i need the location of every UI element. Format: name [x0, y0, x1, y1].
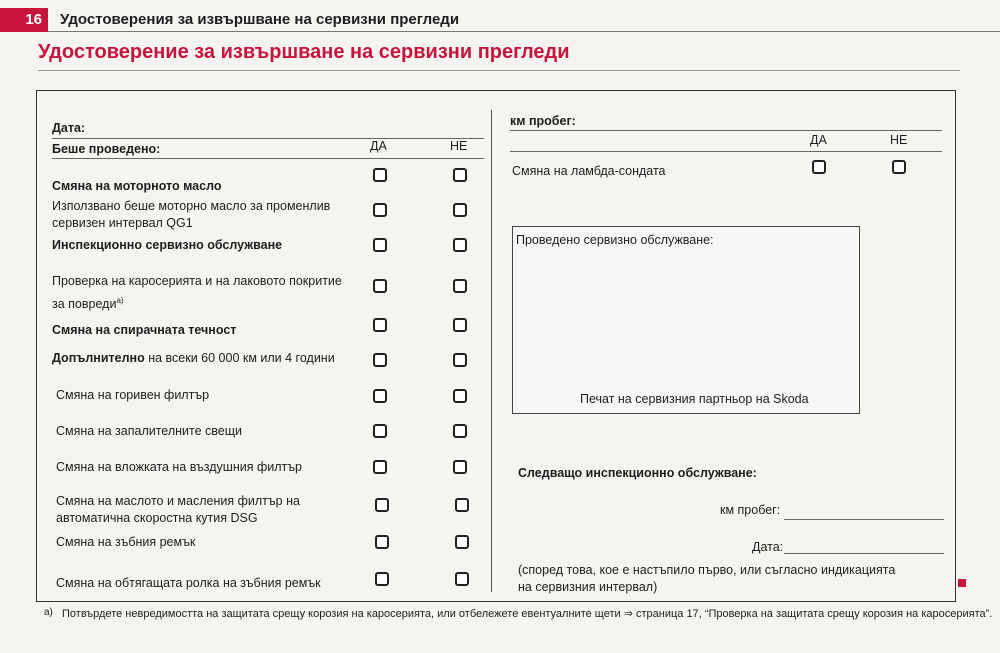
running-header: Удостоверения за извършване на сервизни прегледи — [60, 11, 460, 28]
no-checkbox[interactable] — [453, 460, 467, 474]
item-air-filter: Смяна на вложката на въздушния филтър — [56, 460, 303, 474]
yes-checkbox[interactable] — [375, 498, 389, 512]
title-rule — [38, 70, 960, 71]
item-brake-fluid: Смяна на спирачната течност — [52, 323, 237, 337]
next-km-line[interactable] — [784, 519, 944, 520]
item-spark-plugs: Смяна на запалителните свещи — [56, 424, 243, 438]
next-date-label: Дата: — [752, 540, 784, 554]
right-yes-header: ДА — [810, 133, 827, 147]
footnote-marker: a) — [44, 607, 53, 618]
item-tensioner: Смяна на обтягащата ролка на зъбния ремък — [56, 576, 321, 590]
yes-checkbox[interactable] — [373, 279, 387, 293]
item-dsg-oil: Смяна на маслото и масления филтър на автоматична скоростна кутия DSG — [56, 494, 300, 525]
yes-checkbox[interactable] — [373, 424, 387, 438]
yes-checkbox[interactable] — [373, 353, 387, 367]
no-checkbox[interactable] — [453, 318, 467, 332]
item-inspection: Инспекционно сервизно обслужване — [52, 238, 283, 252]
yes-checkbox[interactable] — [373, 168, 387, 182]
yes-checkbox[interactable] — [812, 160, 826, 174]
right-no-header: НЕ — [890, 133, 908, 147]
stamp-box — [512, 226, 860, 414]
no-checkbox[interactable] — [892, 160, 906, 174]
footnote-text: Потвърдете невредимостта на защитата срещу корозия на каросерията, или отбележете евентуалните щети ⇒ страница 17, “Проверка на защитата срещу корозия на каросерията”. — [62, 608, 993, 620]
no-checkbox[interactable] — [453, 279, 467, 293]
section-title: Удостоверение за извършване на сервизни прегледи — [38, 41, 570, 63]
right-header-line — [510, 151, 942, 152]
page-number: 16 — [0, 8, 48, 32]
no-checkbox[interactable] — [453, 424, 467, 438]
no-checkbox[interactable] — [453, 238, 467, 252]
date-label: Дата: — [52, 121, 86, 135]
no-checkbox[interactable] — [455, 498, 469, 512]
service-performed-label: Проведено сервизно обслужване: — [516, 233, 714, 247]
item-additional: Допълнително на всеки 60 000 км или 4 години — [52, 351, 335, 365]
km-line — [510, 130, 942, 131]
yes-checkbox[interactable] — [373, 238, 387, 252]
yes-checkbox[interactable] — [373, 460, 387, 474]
item-fuel-filter: Смяна на горивен филтър — [56, 388, 210, 402]
item-qg1-oil: Използвано беше моторно масло за променлив сервизен интервал QG1 — [52, 199, 331, 230]
next-inspection-label: Следващо инспекционно обслужване: — [518, 466, 757, 480]
performed-label: Беше проведено: — [52, 142, 161, 156]
no-checkbox[interactable] — [453, 203, 467, 217]
yes-checkbox[interactable] — [375, 572, 389, 586]
end-marker — [958, 579, 966, 587]
no-checkbox[interactable] — [453, 168, 467, 182]
next-km-label: км пробег: — [720, 503, 781, 517]
column-divider — [491, 110, 492, 592]
no-checkbox[interactable] — [453, 353, 467, 367]
yes-header: ДА — [370, 139, 387, 153]
yes-checkbox[interactable] — [373, 318, 387, 332]
yes-checkbox[interactable] — [373, 203, 387, 217]
no-header: НЕ — [450, 139, 468, 153]
yes-checkbox[interactable] — [375, 535, 389, 549]
item-body-check: Проверка на каросерията и на лаковото покритие за повреди$^{a)}$ — [52, 274, 342, 312]
performed-line — [52, 158, 484, 159]
no-checkbox[interactable] — [453, 389, 467, 403]
yes-checkbox[interactable] — [373, 389, 387, 403]
item-lambda-sensor: Смяна на ламбда-сондата — [512, 164, 666, 178]
next-inspection-note: (според това, кое е настъпило първо, или съгласно индикацията на сервизния интервал) — [518, 563, 896, 594]
header-rule — [48, 31, 1000, 32]
no-checkbox[interactable] — [455, 535, 469, 549]
next-date-line[interactable] — [784, 553, 944, 554]
item-timing-belt: Смяна на зъбния ремък — [56, 535, 196, 549]
footnote-ref: a) — [116, 296, 124, 305]
date-line — [52, 138, 484, 139]
item-oil-change: Смяна на моторното масло — [52, 179, 222, 193]
stamp-label: Печат на сервизния партньор на Skoda — [580, 392, 809, 406]
km-label: км пробег: — [510, 114, 576, 128]
no-checkbox[interactable] — [455, 572, 469, 586]
